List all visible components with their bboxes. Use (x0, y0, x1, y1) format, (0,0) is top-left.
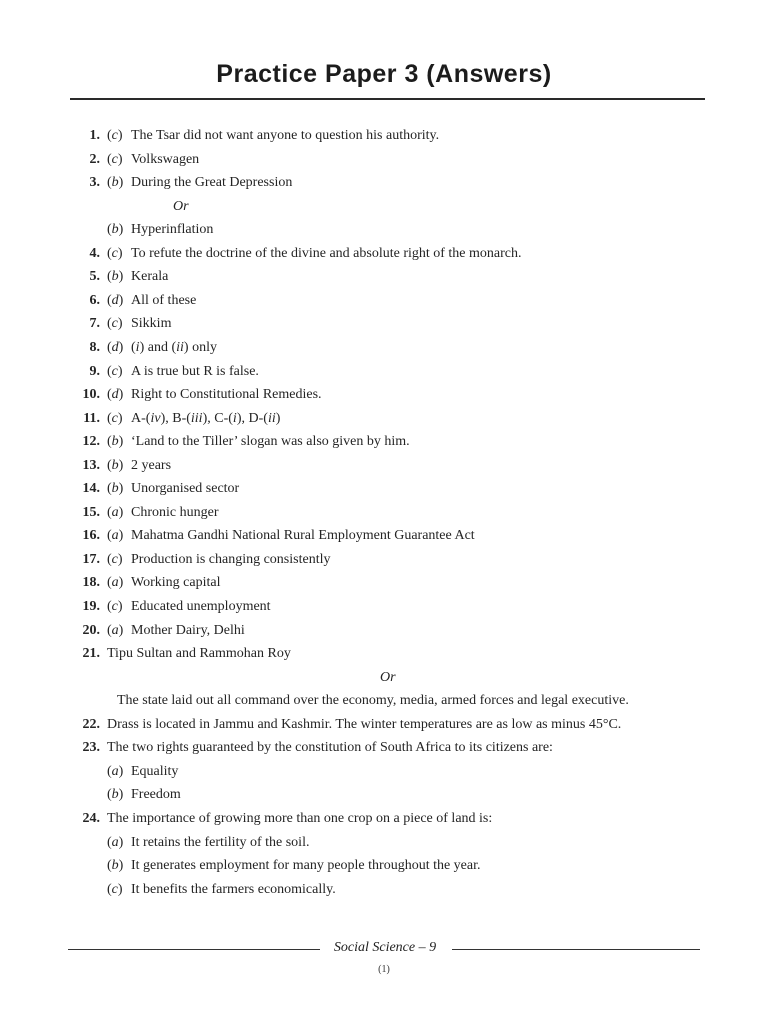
answer-row (0, 434, 768, 450)
answer-row (0, 858, 768, 874)
answer-number: 21. (82, 646, 100, 662)
answer-row (0, 128, 768, 144)
option-letter: (c) (107, 599, 123, 614)
answer-number: 18. (82, 575, 100, 591)
answer-text: The state laid out all command over the economy, media, armed forces and legal executive. (117, 693, 629, 709)
answer-text: (i) and (ii) only (131, 339, 217, 355)
answer-row (0, 528, 768, 544)
or-separator: Or (173, 198, 189, 214)
answer-row (0, 411, 768, 427)
option-letter: (d) (107, 387, 124, 403)
answer-row (0, 882, 768, 898)
option-letter: (c) (107, 551, 123, 567)
answer-text: Working capital (131, 575, 221, 591)
answer-row (0, 835, 768, 851)
answer-text: Production is changing consistently (131, 551, 331, 567)
answer-text: Equality (131, 763, 179, 779)
answer-text: Drass is located in Jammu and Kashmir. The winter temperatures are as low as minus 45°C. (107, 716, 622, 732)
answer-row (0, 175, 768, 191)
answer-number: 20. (82, 622, 100, 638)
answer-row (0, 340, 768, 356)
answer-row (0, 693, 768, 709)
option-letter: (c) (107, 881, 123, 897)
answer-number: 16. (82, 528, 100, 544)
answer-number: 19. (82, 599, 100, 614)
answer-row (0, 599, 768, 615)
answer-text: A is true but R is false. (131, 363, 259, 379)
answer-text: It benefits the farmers economically. (131, 881, 336, 897)
option-letter: (b) (107, 858, 124, 874)
answer-text: It retains the fertility of the soil. (131, 834, 310, 850)
answer-row (0, 505, 768, 521)
answer-row (0, 458, 768, 474)
answer-number: 17. (82, 551, 100, 567)
option-letter: (a) (107, 528, 124, 544)
answer-row (0, 646, 768, 662)
answer-number: 3. (89, 175, 100, 191)
option-letter: (b) (107, 434, 124, 450)
option-letter: (a) (107, 763, 124, 779)
option-letter: (b) (107, 457, 124, 473)
answer-text: The Tsar did not want anyone to question his authority. (131, 128, 440, 143)
answer-text: Mahatma Gandhi National Rural Employment Guarantee Act (131, 528, 475, 544)
answer-row (0, 811, 768, 827)
option-letter: (a) (107, 834, 124, 850)
answer-text: Right to Constitutional Remedies. (131, 387, 322, 403)
answer-number: 23. (82, 740, 100, 756)
option-letter: (d) (107, 339, 124, 355)
answer-row (0, 222, 768, 238)
footer-rule-left (68, 949, 320, 950)
answer-text: The importance of growing more than one crop on a piece of land is: (107, 810, 493, 826)
page-title: Practice Paper 3 (Answers) (216, 60, 552, 88)
answer-row (0, 764, 768, 780)
title-rule (70, 98, 705, 100)
answer-text: Freedom (131, 787, 181, 803)
option-letter: (c) (107, 316, 123, 332)
answer-text: Sikkim (131, 316, 172, 332)
answer-row (0, 364, 768, 380)
answer-text: To refute the doctrine of the divine and absolute right of the monarch. (131, 245, 522, 261)
answer-row (0, 246, 768, 262)
option-letter: (c) (107, 151, 123, 167)
option-letter: (d) (107, 292, 124, 308)
answer-number: 9. (89, 363, 100, 379)
answer-row (0, 293, 768, 309)
or-separator: Or (380, 669, 396, 685)
answer-number: 13. (82, 457, 100, 473)
answer-text: 2 years (131, 457, 172, 473)
option-letter: (a) (107, 622, 124, 638)
answer-text: Unorganised sector (131, 481, 240, 497)
answer-number: 6. (89, 292, 100, 308)
option-letter: (a) (107, 504, 124, 520)
answer-text: Volkswagen (131, 151, 200, 167)
option-letter: (b) (107, 175, 124, 191)
answer-row (0, 316, 768, 332)
answer-row (0, 269, 768, 285)
answer-number: 11. (83, 410, 100, 426)
answer-text: The two rights guaranteed by the constitution of South Africa to its citizens are: (107, 740, 553, 756)
answer-row (0, 387, 768, 403)
option-letter: (c) (107, 128, 123, 143)
answer-number: 1. (89, 128, 100, 143)
answer-row (0, 152, 768, 168)
answer-text: Mother Dairy, Delhi (131, 622, 245, 638)
answer-number: 7. (89, 316, 100, 332)
option-letter: (c) (107, 245, 123, 261)
answer-number: 14. (82, 481, 100, 497)
option-letter: (b) (107, 481, 124, 497)
answer-text: Tipu Sultan and Rammohan Roy (107, 646, 291, 662)
answer-text: It generates employment for many people throughout the year. (131, 858, 481, 874)
answer-number: 10. (82, 387, 100, 403)
answer-row (0, 552, 768, 568)
answer-number: 2. (89, 151, 100, 167)
option-letter: (b) (107, 269, 124, 285)
answer-text: During the Great Depression (131, 175, 293, 191)
option-letter: (c) (107, 363, 123, 379)
answer-text: All of these (131, 292, 197, 308)
footer-rule-right (452, 949, 700, 950)
answer-number: 24. (82, 810, 100, 826)
answer-row (0, 740, 768, 756)
answer-text: A-(iv), B-(iii), C-(i), D-(ii) (131, 410, 281, 426)
answer-row (0, 787, 768, 803)
answer-number: 8. (89, 339, 100, 355)
page-number: (1) (378, 964, 390, 975)
answer-row (0, 623, 768, 639)
answer-row (0, 717, 768, 733)
option-letter: (b) (107, 222, 124, 238)
answer-text: Hyperinflation (131, 222, 214, 238)
footer-subject: Social Science – 9 (333, 940, 437, 955)
option-letter: (a) (107, 575, 124, 591)
answer-number: 12. (82, 434, 100, 450)
answer-number: 4. (89, 245, 100, 261)
answer-number: 22. (82, 716, 100, 732)
answer-text: Educated unemployment (131, 599, 271, 614)
answer-number: 5. (89, 269, 100, 285)
answer-text: ‘Land to the Tiller’ slogan was also given by him. (131, 434, 410, 450)
answer-row (0, 575, 768, 591)
answer-row (0, 481, 768, 497)
answer-text: Kerala (131, 269, 169, 285)
option-letter: (b) (107, 787, 124, 803)
answer-number: 15. (82, 504, 100, 520)
answer-text: Chronic hunger (131, 504, 219, 520)
option-letter: (c) (107, 410, 123, 426)
